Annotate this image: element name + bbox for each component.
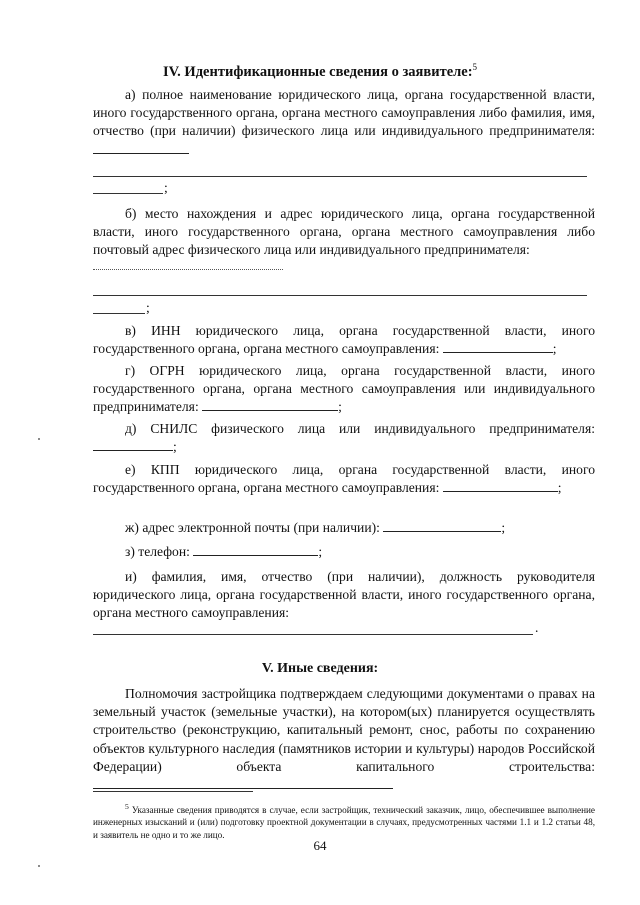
field-zh-blank[interactable] xyxy=(383,519,501,532)
field-g-label: г) ОГРН юридического лица, органа государственной власти, иного государственного органа, органа местного самоуправления или индивидуального предпринимателя: ; xyxy=(93,363,595,415)
field-a-line-2[interactable] xyxy=(93,193,163,194)
field-v-blank[interactable] xyxy=(443,340,553,353)
section-4-heading: IV. Идентификационные сведения о заявителе:$^5$ xyxy=(162,62,478,80)
field-a-line[interactable] xyxy=(93,176,587,177)
field-a-blank[interactable] xyxy=(93,141,189,154)
semicolon: ; xyxy=(146,300,150,315)
field-i-label: и) фамилия, имя, отчество (при наличии), должность руководителя юридического лица, органа государственной власти, иного государственного органа, органа местного самоуправления: xyxy=(93,569,595,621)
field-i-line[interactable] xyxy=(93,634,533,635)
field-g-blank[interactable] xyxy=(202,398,338,411)
section-5-text: Полномочия застройщика подтверждаем следующими документами о правах на земельный участок (земельные участки), на котором(ых) планируется осуществлять строительство (реконструкцию, капитальный ремонт, снос, работы по сохранению объектов культурного наследия (памятников истории и культуры) народов Российской Федерации) объекта капитального строительства: xyxy=(93,685,595,794)
semicolon: ; xyxy=(164,180,168,195)
page-number: 64 xyxy=(313,838,327,853)
scan-speck xyxy=(38,865,40,867)
field-b-label: б) место нахождения и адрес юридического лица, органа государственной власти, иного государственного органа, органа местного самоуправления либо почтовый адрес физического лица или индивидуального предпринимателя: xyxy=(93,206,595,258)
footnote-separator xyxy=(93,791,253,792)
field-v-label: в) ИНН юридического лица, органа государственной власти, иного государственного органа, органа местного самоуправления: ; xyxy=(93,323,595,357)
field-b-line-3[interactable] xyxy=(93,313,145,314)
period: . xyxy=(535,620,539,635)
field-z-blank[interactable] xyxy=(193,543,318,556)
section-5-heading: V. Иные сведения: xyxy=(261,661,379,676)
field-b-line-2[interactable] xyxy=(93,295,587,296)
field-d-blank[interactable] xyxy=(93,438,173,451)
field-z-label: з) телефон: ; xyxy=(125,544,323,559)
field-b-line[interactable] xyxy=(93,269,283,270)
footnote: $^5$ Указанные сведения приводятся в случае, если застройщик, технический заказчик, лицо, обеспечившее выполнение инженерных изысканий и (или) подготовку проектной документации в случаях, предусмотренных частями 1.1 и 1.2 статьи 48, и заявитель не одно и то же лицо. xyxy=(93,802,595,840)
field-e-label: е) КПП юридического лица, органа государственной власти, иного государственного органа, органа местного самоуправления: ; xyxy=(93,462,595,496)
scan-speck xyxy=(38,438,40,440)
field-e-blank[interactable] xyxy=(443,479,558,492)
footnote-ref: 5 xyxy=(472,62,478,72)
field-a-label: а) полное наименование юридического лица, органа государственной власти, иного государственного органа, органа местного самоуправления либо фамилия, имя, отчество (при наличии) физического лица или индивидуального предпринимателя: xyxy=(93,86,595,159)
field-zh-label: ж) адрес электронной почты (при наличии): ; xyxy=(125,520,506,535)
field-d-label: д) СНИЛС физического лица или индивидуального предпринимателя: ; xyxy=(93,420,595,456)
section-5-blank[interactable] xyxy=(93,776,393,789)
